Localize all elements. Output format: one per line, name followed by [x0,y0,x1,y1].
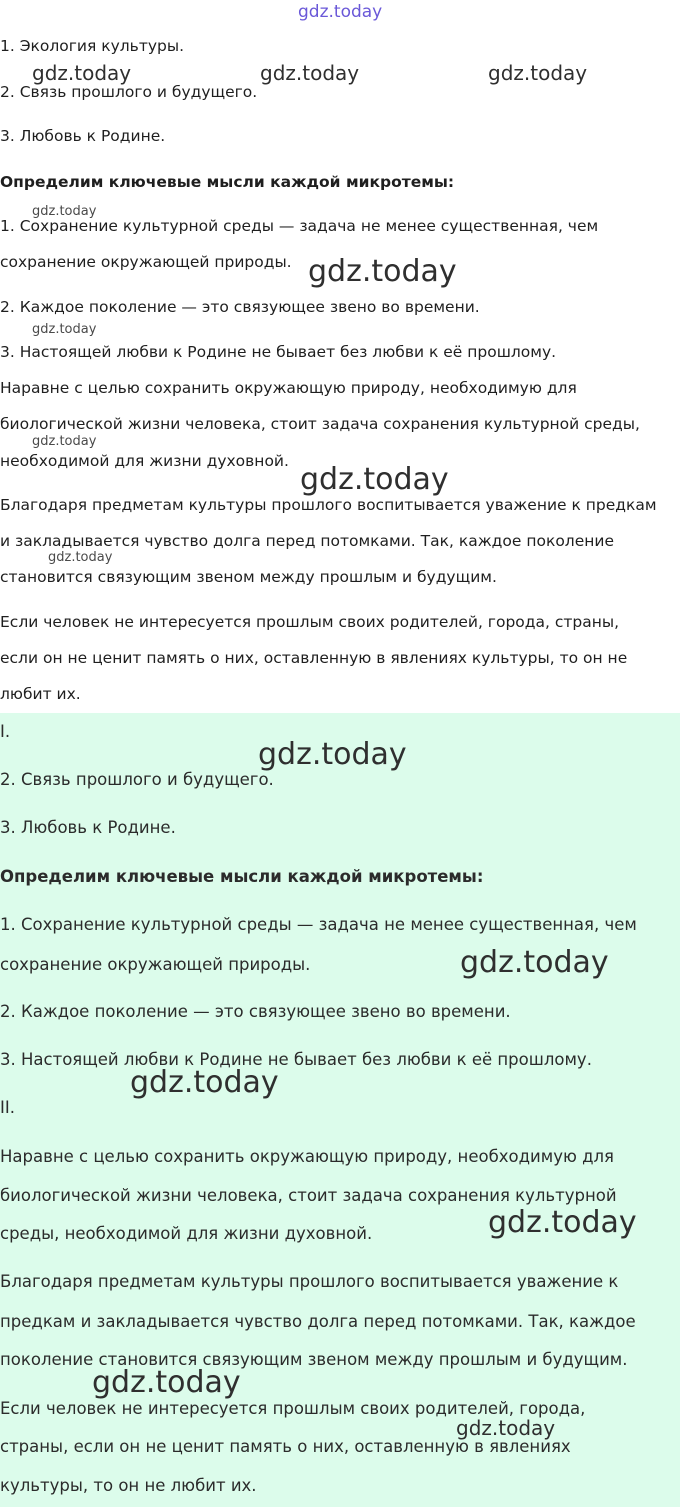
microtheme-2: 2. Связь прошлого и будущего. [0,83,258,101]
watermark: gdz.today [258,737,407,772]
watermark: gdz.today [260,61,360,85]
key-thought-2: 2. Каждое поколение — это связующее звено во времени. [0,298,480,316]
watermark: gdz.today [130,1065,279,1100]
watermark: gdz.today [32,322,97,337]
watermark: gdz.today [92,1365,241,1400]
paragraph-2-line-3: поколение становится связующим звеном между прошлым и будущим. [0,1350,628,1369]
microtheme-2: 2. Связь прошлого и будущего. [0,770,274,789]
paragraph-3-line-3: любит их. [0,685,81,703]
key-thought-1-line-2: сохранение окружающей природы. [0,955,311,974]
key-thought-1-line-1: 1. Сохранение культурной среды — задача не менее существенная, чем [0,915,637,934]
watermark: gdz.today [48,550,113,565]
paragraph-1-line-1: Наравне с целью сохранить окружающую природу, необходимую для [0,379,577,397]
paragraph-3-line-3: культуры, то он не любит их. [0,1476,257,1495]
paragraph-1-line-2: биологической жизни человека, стоит задача сохранения культурной среды, [0,415,640,433]
watermark: gdz.today [32,204,97,219]
watermark: gdz.today [32,434,97,449]
paragraph-1-line-3: необходимой для жизни духовной. [0,452,289,470]
key-thoughts-heading: Определим ключевые мысли каждой микротемы: [0,867,484,886]
paragraph-2-line-1: Благодаря предметам культуры прошлого воспитывается уважение к [0,1272,619,1291]
watermark: gdz.today [300,462,449,497]
microtheme-3: 3. Любовь к Родине. [0,127,166,145]
paragraph-3-line-1: Если человек не интересуется прошлым своих родителей, города, [0,1399,586,1418]
watermark: gdz.today [488,61,588,85]
key-thoughts-heading: Определим ключевые мысли каждой микротемы: [0,173,455,191]
key-thought-2: 2. Каждое поколение — это связующее звено во времени. [0,1002,511,1021]
paragraph-2-line-2: предкам и закладывается чувство долга перед потомками. Так, каждое [0,1312,636,1331]
paragraph-3-line-2: если он не ценит память о них, оставленную в явлениях культуры, то он не [0,649,628,667]
watermark: gdz.today [460,945,609,980]
microtheme-1: 1. Экология культуры. [0,37,185,55]
paragraph-2-line-1: Благодаря предметам культуры прошлого воспитывается уважение к предкам [0,496,657,514]
paragraph-2-line-2: и закладывается чувство долга перед потомками. Так, каждое поколение [0,532,614,550]
paragraph-2-line-3: становится связующим звеном между прошлым и будущим. [0,568,497,586]
paragraph-1-line-1: Наравне с целью сохранить окружающую природу, необходимую для [0,1147,614,1166]
watermark: gdz.today [308,254,457,289]
key-thought-1-line-1: 1. Сохранение культурной среды — задача не менее существенная, чем [0,217,599,235]
microtheme-3: 3. Любовь к Родине. [0,818,176,837]
key-thought-1-line-2: сохранение окружающей природы. [0,253,292,271]
key-thought-3: 3. Настоящей любви к Родине не бывает без любви к её прошлому. [0,343,557,361]
paragraph-1-line-3: среды, необходимой для жизни духовной. [0,1224,373,1243]
watermark: gdz.today [32,61,132,85]
paragraph-1-line-2: биологической жизни человека, стоит задача сохранения культурной [0,1186,617,1205]
watermark: gdz.today [456,1416,556,1440]
header-watermark: gdz.today [298,2,383,22]
part-2-marker: II. [0,1098,15,1117]
paragraph-3-line-2: страны, если он не ценит память о них, оставленную в явлениях [0,1437,571,1456]
watermark: gdz.today [488,1205,637,1240]
key-thought-3: 3. Настоящей любви к Родине не бывает без любви к её прошлому. [0,1050,592,1069]
paragraph-3-line-1: Если человек не интересуется прошлым своих родителей, города, страны, [0,613,620,631]
part-1-marker: I. [0,722,11,741]
